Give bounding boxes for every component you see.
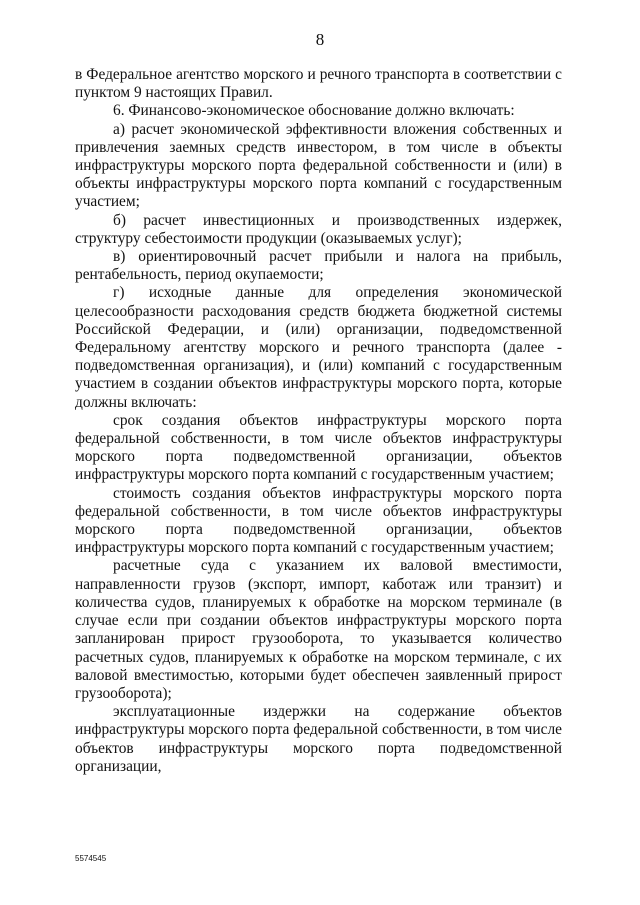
paragraph-continuation: в Федеральное агентство морского и речного транспорта в соответствии с пунктом 9 настоящих Правил. [75, 66, 562, 102]
paragraph-design-vessels: расчетные суда с указанием их валовой вместимости, направленности грузов (экспорт, импорт, каботаж или транзит) и количества судов, планируемых к обработке на морском терминале (в случае если при создании объектов инфраструктуры морского порта запланирован прирост грузооборота, то указывается количество расчетных судов, планируемых к обработке на морском терминале, с их валовой вместимостью, которыми будет обеспечен заявленный прирост грузооборота); [75, 557, 562, 702]
paragraph-item-b: б) расчет инвестиционных и производственных издержек, структуру себестоимости продукции (оказываемых услуг); [75, 211, 562, 247]
paragraph-operating-costs: эксплуатационные издержки на содержание объектов инфраструктуры морского порта федеральной собственности, в том числе объектов инфраструктуры морского порта подведомственной организации, [75, 703, 562, 775]
paragraph-item-a: а) расчет экономической эффективности вложения собственных и привлечения заемных средств инвестором, в том числе в объекты инфраструктуры морского порта федеральной собственности и (или) в объекты инфраструктуры морского порта компаний с государственным участием; [75, 120, 562, 211]
paragraph-item-v: в) ориентировочный расчет прибыли и налога на прибыль, рентабельность, период окупаемости; [75, 248, 562, 284]
document-code: 5574545 [75, 854, 107, 863]
paragraph-item-g: г) исходные данные для определения экономической целесообразности расходования средств бюджета бюджетной системы Российской Федерации, и (или) организации, подведомственной Федеральному агентству морского и речного транспорта (далее - подведомственная организация), и (или) компаний с государственным участием в создании объектов инфраструктуры морского порта, которые должны включать: [75, 284, 562, 411]
paragraph-construction-cost: стоимость создания объектов инфраструктуры морского порта федеральной собственности, в том числе объектов инфраструктуры морского порта подведомственной организации, объектов инфраструктуры морского порта компаний с государственным участием; [75, 484, 562, 557]
paragraph-construction-term: срок создания объектов инфраструктуры морского порта федеральной собственности, в том числе объектов инфраструктуры морского порта подведомственной организации, объектов инфраструктуры морского порта компаний с государственным участием; [75, 411, 562, 484]
paragraph-section-6-heading: 6. Финансово-экономическое обоснование должно включать: [113, 102, 515, 120]
document-body [75, 66, 562, 776]
page-number: 8 [315, 30, 325, 49]
